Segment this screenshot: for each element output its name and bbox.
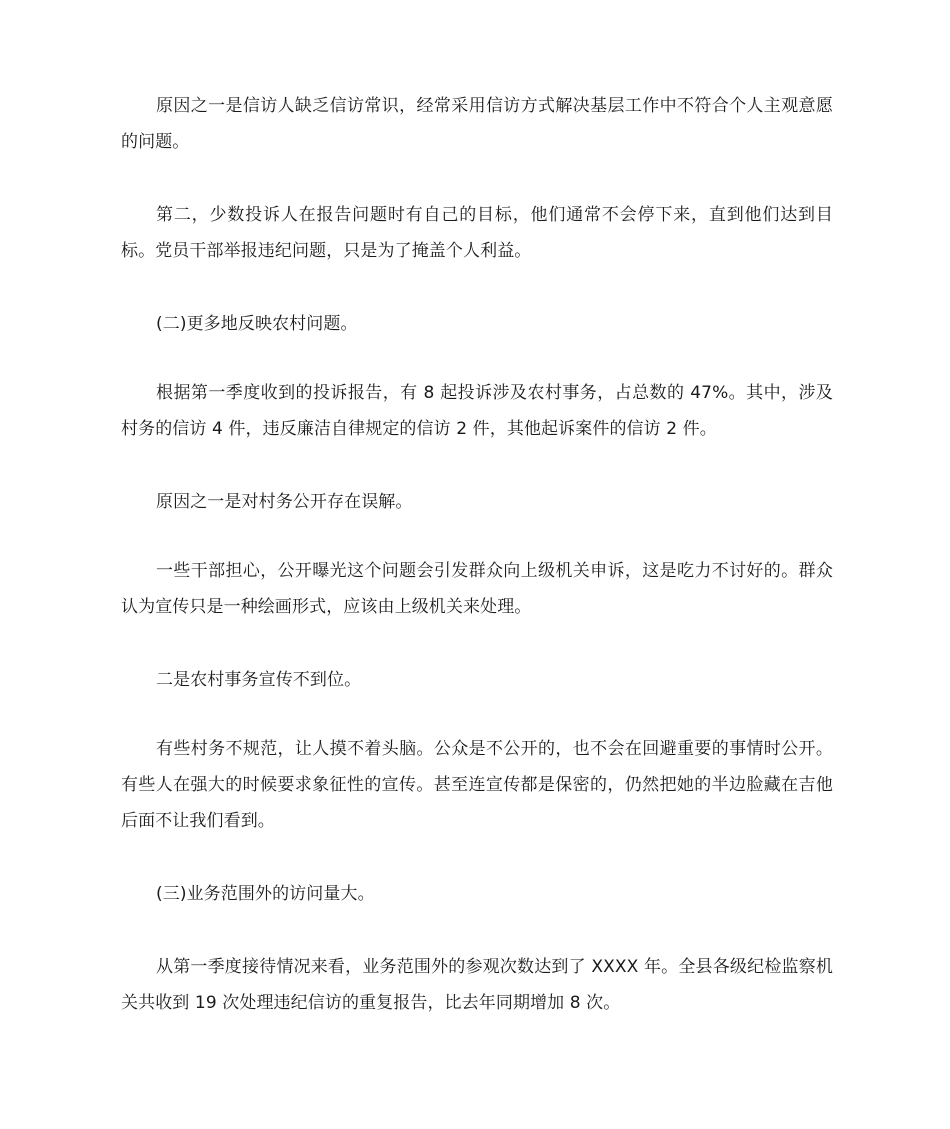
- paragraph-8: 从第一季度接待情况来看，业务范围外的参观次数达到了 XXXX 年。全县各级纪检监察机关共收到 19 次处理违纪信访的重复报告，比去年同期增加 8 次。: [121, 957, 833, 1013]
- paragraph-4: 原因之一是对村务公开存在误解。: [156, 492, 413, 512]
- section-heading-3: (三)业务范围外的访问量大。: [156, 884, 375, 904]
- paragraph-7: 有些村务不规范，让人摸不着头脑。公众是不公开的，也不会在回避重要的事情时公开。有些人在强大的时候要求象征性的宣传。甚至连宣传都是保密的，仍然把她的半边脸藏在吉他后面不让我们看到。: [121, 739, 833, 831]
- paragraph-3: 根据第一季度收到的投诉报告，有 8 起投诉涉及农村事务，占总数的 47%。其中，涉及村务的信访 4 件，违反廉洁自律规定的信访 2 件，其他起诉案件的信访 2 件。: [121, 383, 833, 439]
- paragraph-2: 第二，少数投诉人在报告问题时有自己的目标，他们通常不会停下来，直到他们达到目标。党员干部举报违纪问题，只是为了掩盖个人利益。: [121, 205, 833, 261]
- section-heading-2: (二)更多地反映农村问题。: [156, 314, 358, 334]
- paragraph-5: 一些干部担心，公开曝光这个问题会引发群众向上级机关申诉，这是吃力不讨好的。群众认为宣传只是一种绘画形式，应该由上级机关来处理。: [121, 561, 833, 617]
- paragraph-6: 二是农村事务宣传不到位。: [156, 670, 362, 690]
- paragraph-1: 原因之一是信访人缺乏信访常识，经常采用信访方式解决基层工作中不符合个人主观意愿的问题。: [121, 96, 833, 152]
